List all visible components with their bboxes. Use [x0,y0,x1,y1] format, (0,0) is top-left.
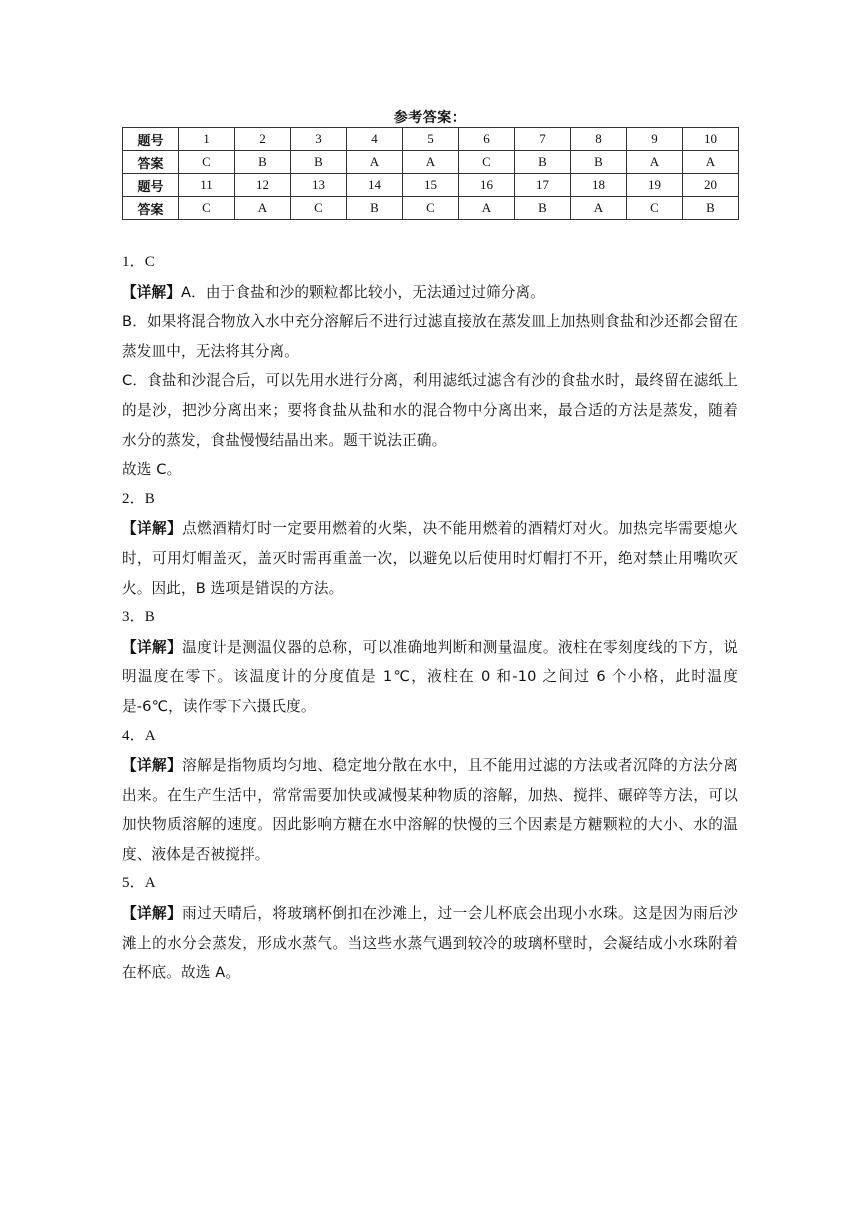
question-number: 3．B [122,609,155,626]
detail-tag: 【详解】 [122,520,183,538]
explanation-text: B．如果将混合物放入水中充分溶解后不进行过滤直接放在蒸发皿上加热则食盐和沙还都会留在蒸发皿中，无法将其分离。 [122,313,738,360]
table-cell: B [515,151,571,174]
explanations [122,248,738,988]
table-cell: B [683,197,739,220]
table-cell: 12 [235,174,291,197]
table-cell: B [515,197,571,220]
table-cell: B [291,151,347,174]
table-cell: 7 [515,128,571,151]
table-cell: 4 [347,128,403,151]
row-header: 答案 [123,197,179,220]
table-cell: C [291,197,347,220]
table-cell: 20 [683,174,739,197]
table-cell: 6 [459,128,515,151]
detail-tag: 【详解】 [122,905,183,923]
explanation-paragraph [122,366,738,455]
question-number: 5．A [122,875,156,892]
table-cell: C [459,151,515,174]
table-row [123,151,739,174]
explanation-text: 溶解是指物质均匀地、稳定地分散在水中，且不能用过滤的方法或者沉降的方法分离出来。在生产生活中，常常需要加快或减慢某种物质的溶解，加热、搅拌、碾碎等方法，可以加快物质溶解的速度。因此影响方糖在水中溶解的快慢的三个因素是方糖颗粒的大小、水的温度、液体是否被搅拌。 [122,757,738,863]
table-cell: C [627,197,683,220]
table-cell: 18 [571,174,627,197]
explanation-paragraph [122,514,738,603]
explanation-paragraph [122,307,738,366]
explanation-paragraph [122,278,738,308]
table-cell: 14 [347,174,403,197]
table-cell: 19 [627,174,683,197]
table-cell: 2 [235,128,291,151]
explanation-text: C．食盐和沙混合后，可以先用水进行分离，利用滤纸过滤含有沙的食盐水时，最终留在滤纸上的是沙，把沙分离出来；要将食盐从盐和水的混合物中分离出来，最合适的方法是蒸发，随着水分的蒸发，食盐慢慢结晶出来。题干说法正确。 [122,372,738,449]
table-cell: C [179,197,235,220]
table-cell: 8 [571,128,627,151]
row-header: 答案 [123,151,179,174]
table-cell: A [459,197,515,220]
table-row [123,174,739,197]
table-cell: 9 [627,128,683,151]
table-row [123,197,739,220]
answer-key-title: 参考答案： [393,110,467,126]
question-number: 1．C [122,254,155,270]
row-header: 题号 [123,174,179,197]
table-cell: A [627,151,683,174]
table-cell: 1 [179,128,235,151]
explanation-text: 雨过天晴后，将玻璃杯倒扣在沙滩上，过一会儿杯底会出现小水珠。这是因为雨后沙滩上的水分会蒸发，形成水蒸气。当这些水蒸气遇到较冷的玻璃杯壁时，会凝结成小水珠附着在杯底。故选 A。 [122,905,738,982]
table-cell: A [571,197,627,220]
table-cell: A [347,151,403,174]
detail-tag: 【详解】 [122,283,181,301]
answer-table [122,127,739,220]
explanation-text: 点燃酒精灯时一定要用燃着的火柴，决不能用燃着的酒精灯对火。加热完毕需要熄火时，可用灯帽盖灭，盖灭时需再重盖一次，以避免以后使用时灯帽打不开，绝对禁止用嘴吹灭火。因此，B 选项是错误的方法。 [122,520,738,597]
explanation-paragraph [122,751,738,869]
table-cell: 13 [291,174,347,197]
table-cell: 15 [403,174,459,197]
detail-tag: 【详解】 [122,757,183,775]
table-cell: B [347,197,403,220]
table-cell: 17 [515,174,571,197]
explanation-text: 温度计是测温仪器的总称，可以准确地判断和测量温度。液柱在零刻度线的下方，说明温度在零下。该温度计的分度值是 1℃，液柱在 0 和-10 之间过 6 个小格，此时温度是-6℃，读作零下六摄氏度。 [122,638,738,715]
table-cell: C [403,197,459,220]
table-cell: A [403,151,459,174]
table-cell: 5 [403,128,459,151]
explanation-text: A．由于食盐和沙的颗粒都比较小，无法通过过筛分离。 [180,283,545,301]
explanation-text: 故选 C。 [122,461,182,479]
table-cell: A [235,197,291,220]
table-cell: B [571,151,627,174]
explanation-paragraph [122,899,738,988]
table-cell: B [235,151,291,174]
explanation-paragraph [122,633,738,722]
question-number: 2．B [122,490,155,507]
table-row [123,128,739,151]
table-cell: A [683,151,739,174]
table-cell: 10 [683,128,739,151]
table-cell: C [179,151,235,174]
detail-tag: 【详解】 [122,638,183,656]
explanation-paragraph [122,455,738,485]
question-number: 4．A [122,727,156,744]
table-cell: 16 [459,174,515,197]
table-cell: 11 [179,174,235,197]
row-header: 题号 [123,128,179,151]
table-cell: 3 [291,128,347,151]
